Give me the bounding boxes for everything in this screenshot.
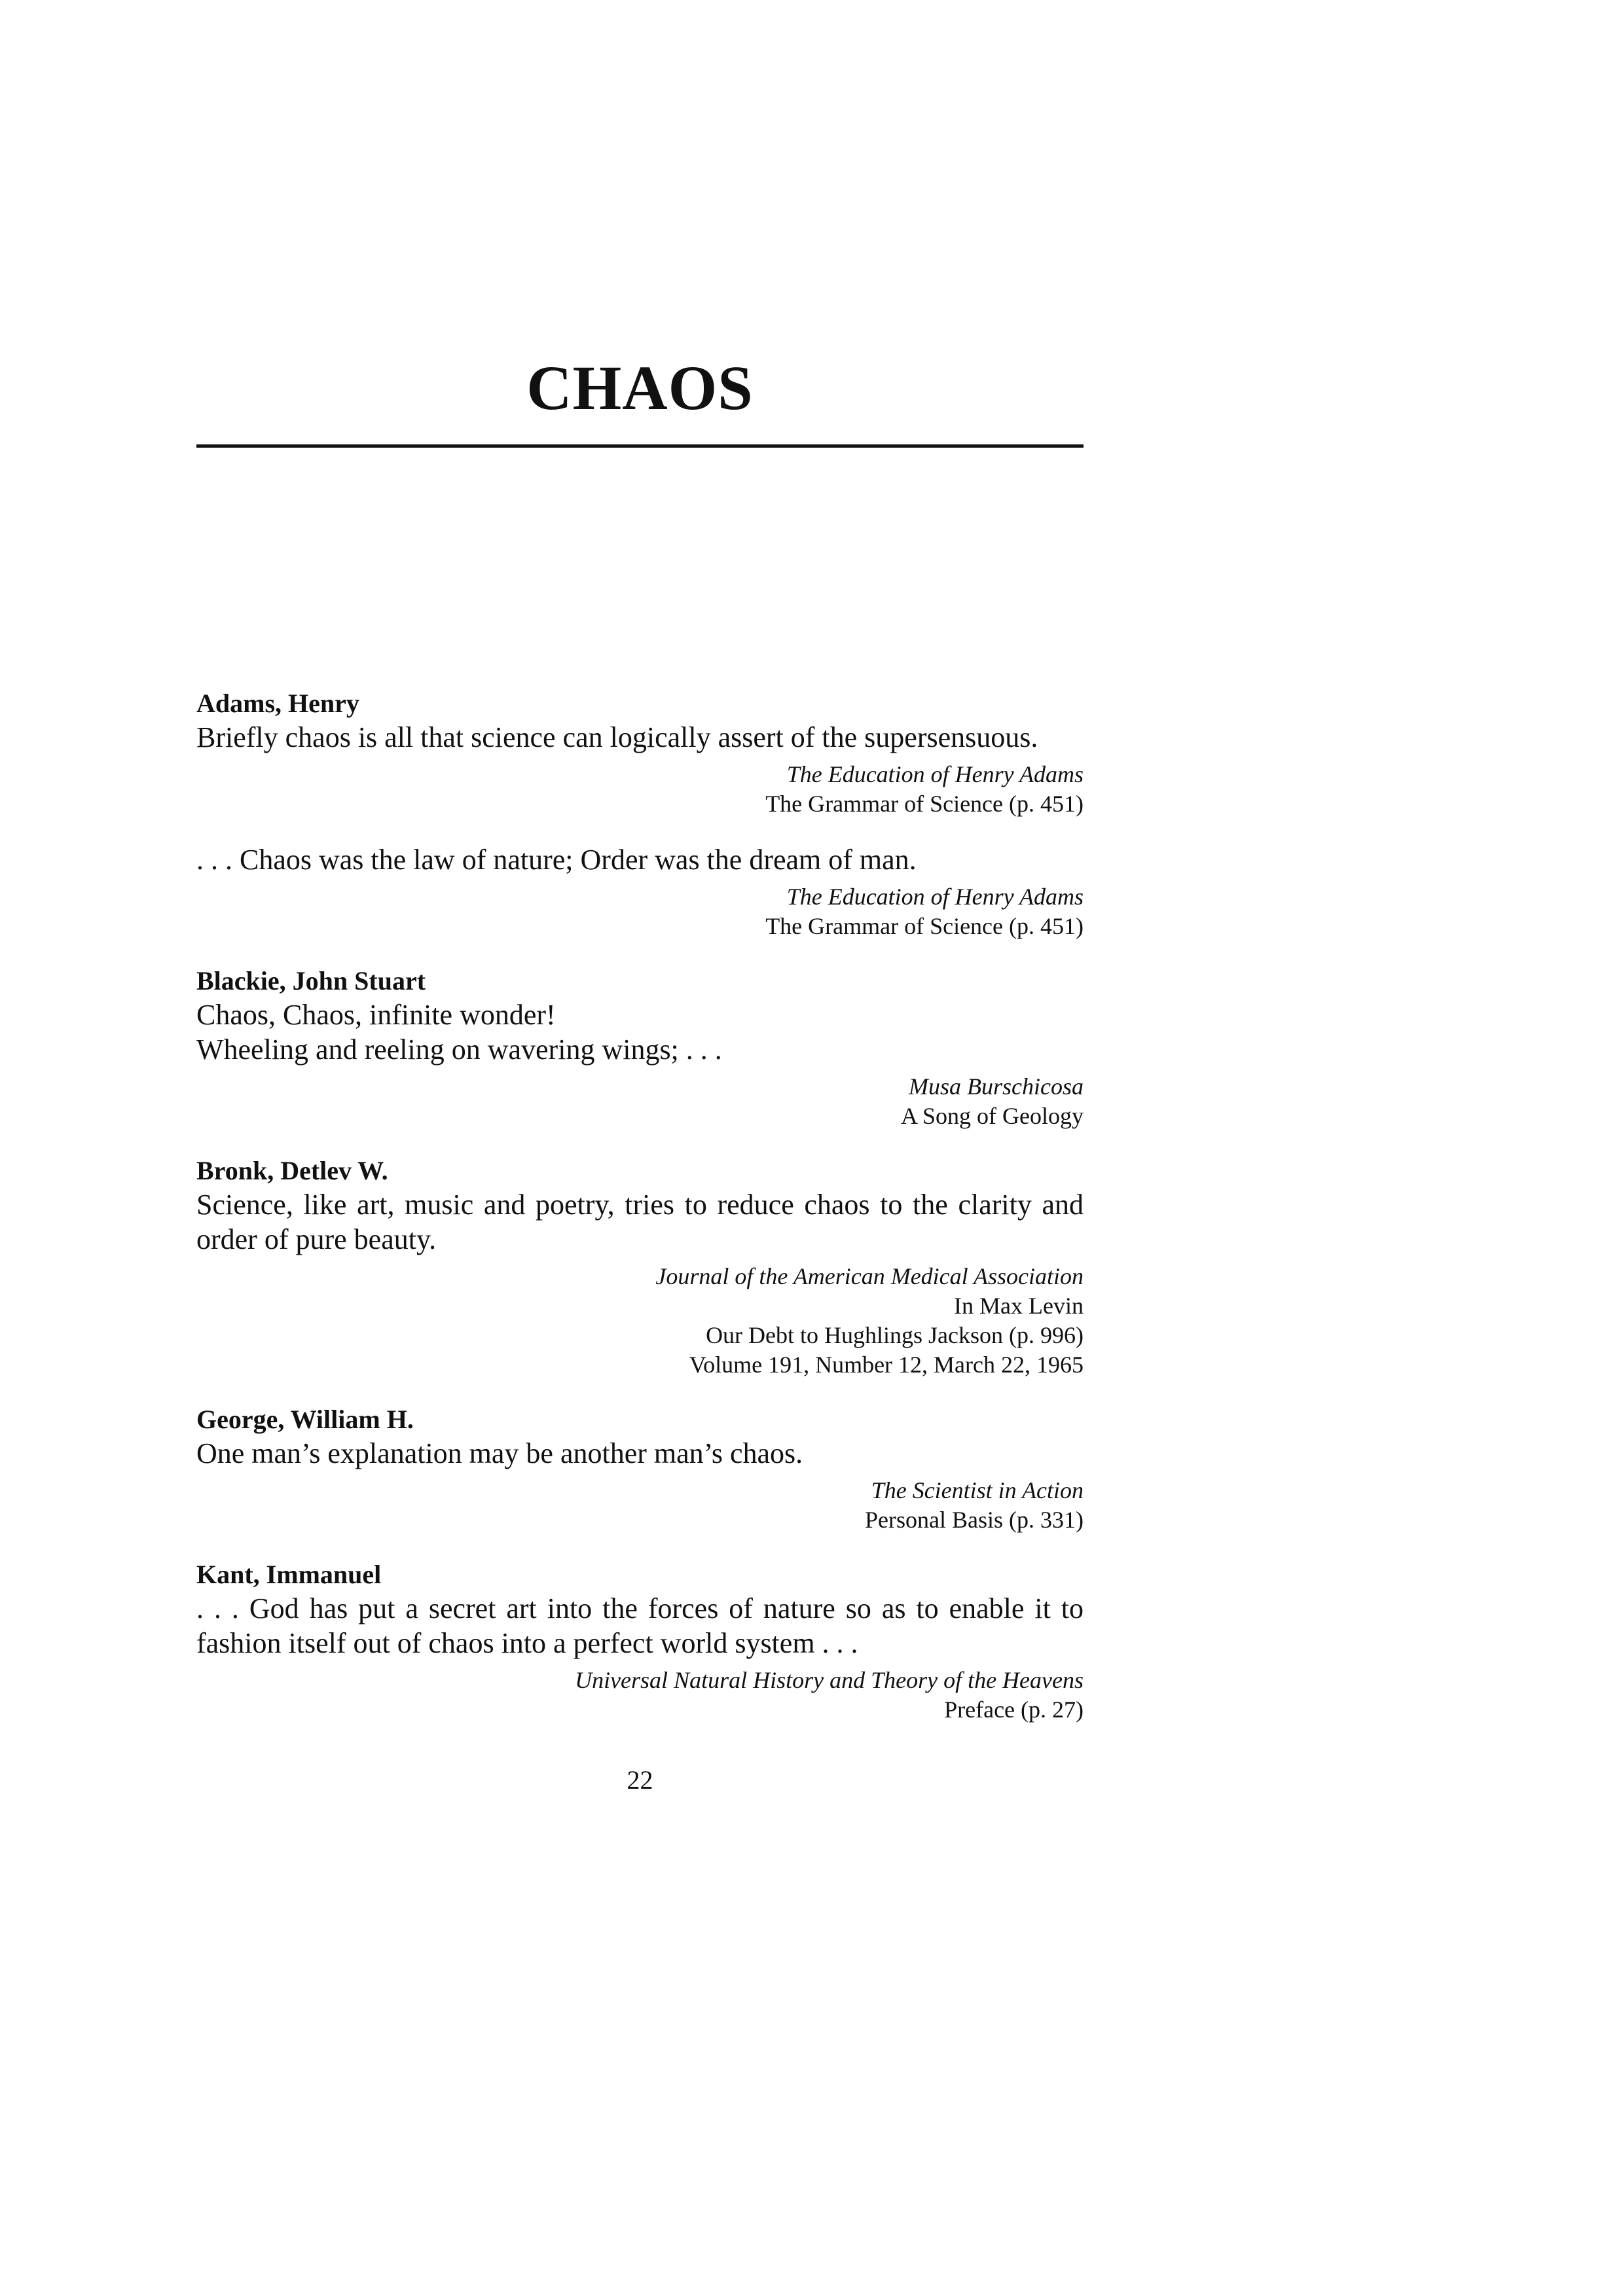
quote-block xyxy=(196,842,1084,941)
entry-george-william xyxy=(196,1403,1084,1535)
title-rule xyxy=(196,444,1084,448)
entry-bronk-detlev xyxy=(196,1155,1084,1380)
quote-source xyxy=(196,1262,1084,1380)
source-line: Preface (p. 27) xyxy=(944,1696,1084,1723)
chapter-title: CHAOS xyxy=(526,353,754,423)
quotation-entries xyxy=(196,687,1084,1748)
quote-text xyxy=(196,1436,1084,1471)
source-line: In Max Levin xyxy=(954,1293,1084,1319)
source-line: The Grammar of Science (p. 451) xyxy=(765,913,1084,939)
quote-block xyxy=(196,720,1084,819)
quote-line: . . . Chaos was the law of nature; Order was the dream of man. xyxy=(196,844,917,876)
quote-line: Science, like art, music and poetry, tries to reduce chaos to the clarity and order of pure beauty. xyxy=(196,1189,1084,1255)
quote-line: Wheeling and reeling on wavering wings; . . . xyxy=(196,1033,722,1066)
quote-source xyxy=(196,1476,1084,1535)
author-name: George, William H. xyxy=(196,1405,414,1434)
entry-adams-henry xyxy=(196,687,1084,941)
source-title: The Scientist in Action xyxy=(871,1477,1084,1503)
quote-line: . . . God has put a secret art into the forces of nature so as to enable it to fashion itself out of chaos into a perfect world system . . . xyxy=(196,1592,1084,1659)
quote-line: Briefly chaos is all that science can logically assert of the supersensuous. xyxy=(196,721,1038,753)
quote-source xyxy=(196,1666,1084,1725)
quote-source xyxy=(196,1072,1084,1131)
quote-line: Chaos, Chaos, infinite wonder! xyxy=(196,999,556,1031)
quote-text xyxy=(196,1591,1084,1660)
source-line: Our Debt to Hughlings Jackson (p. 996) xyxy=(706,1322,1084,1348)
author-name: Kant, Immanuel xyxy=(196,1560,382,1589)
author-name: Blackie, John Stuart xyxy=(196,966,426,996)
source-line: Volume 191, Number 12, March 22, 1965 xyxy=(689,1352,1084,1378)
quote-source xyxy=(196,760,1084,819)
quote-text xyxy=(196,997,1084,1067)
author-name: Adams, Henry xyxy=(196,689,359,718)
source-title: Musa Burschicosa xyxy=(909,1073,1084,1100)
source-line: Personal Basis (p. 331) xyxy=(865,1507,1084,1533)
source-title: Journal of the American Medical Association xyxy=(655,1263,1084,1289)
entry-blackie-john-stuart xyxy=(196,965,1084,1131)
quote-source xyxy=(196,882,1084,941)
quote-text xyxy=(196,842,1084,877)
page-number: 22 xyxy=(627,1765,653,1795)
quote-text xyxy=(196,720,1084,755)
quote-line: One man’s explanation may be another man’s chaos. xyxy=(196,1437,803,1469)
source-line: The Grammar of Science (p. 451) xyxy=(765,791,1084,817)
author-name: Bronk, Detlev W. xyxy=(196,1156,388,1185)
quote-text xyxy=(196,1187,1084,1257)
entry-kant-immanuel xyxy=(196,1558,1084,1725)
source-line: A Song of Geology xyxy=(901,1103,1084,1129)
source-title: Universal Natural History and Theory of the Heavens xyxy=(575,1667,1084,1693)
source-title: The Education of Henry Adams xyxy=(786,761,1084,787)
source-title: The Education of Henry Adams xyxy=(786,884,1084,910)
